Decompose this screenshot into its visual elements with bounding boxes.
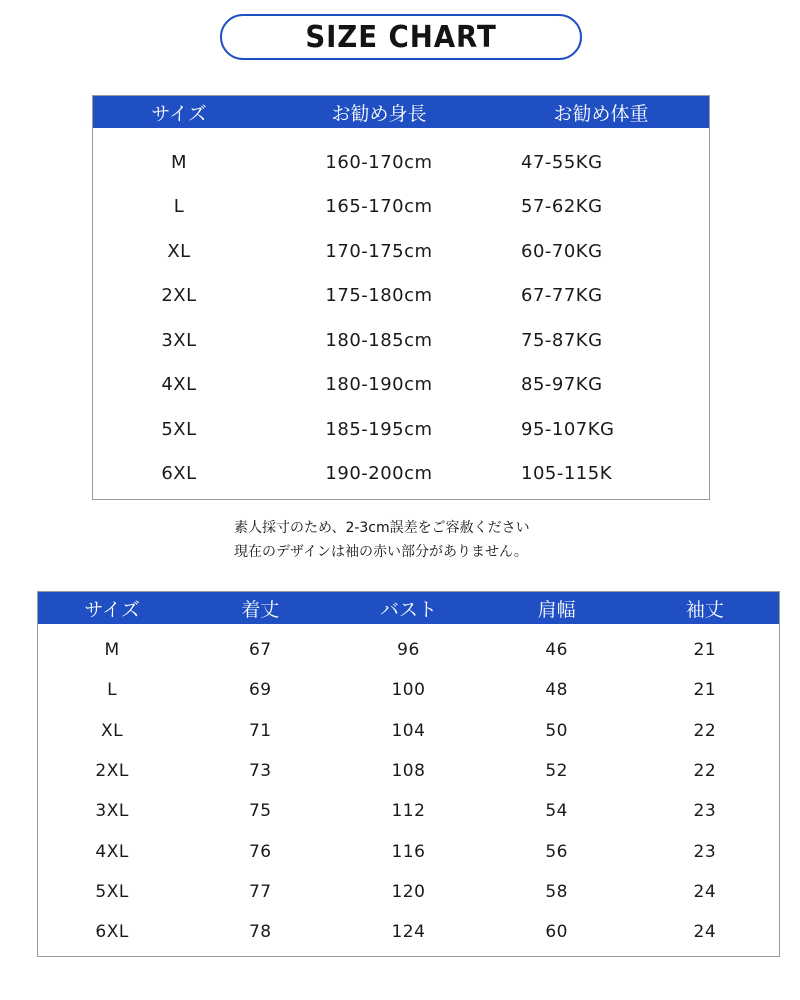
table-cell: 24: [693, 881, 717, 902]
table-cell: 67-77KG: [521, 285, 603, 307]
table-cell: 48: [545, 680, 568, 701]
table-cell: 75-87KG: [521, 329, 603, 351]
header-cell-height: お勧め身長: [331, 102, 427, 125]
header-cell-size: サイズ: [84, 598, 140, 621]
table-cell: 165-170cm: [325, 196, 433, 218]
table-cell: 60-70KG: [521, 240, 603, 262]
table-cell: 69: [248, 680, 272, 701]
table-cell: 23: [693, 841, 717, 862]
table-cell: 2XL: [161, 285, 197, 307]
table-cell: 190-200cm: [325, 463, 433, 485]
table-cell: 71: [248, 720, 272, 741]
table-cell: 3XL: [95, 801, 129, 822]
table-cell: L: [173, 196, 185, 218]
table-cell: L: [107, 680, 118, 701]
table-cell: 105-115K: [521, 463, 613, 485]
table-cell: 180-190cm: [325, 374, 433, 396]
table-row: [38, 711, 779, 751]
table-cell: 54: [545, 801, 568, 822]
table-header: [93, 96, 709, 128]
table-cell: 46: [545, 640, 568, 661]
header-cell-shoulder: 肩幅: [537, 598, 576, 621]
table-cell: 104: [391, 720, 426, 741]
table-row: [93, 318, 709, 363]
table-cell: 21: [693, 640, 717, 661]
table-cell: 73: [248, 761, 272, 782]
note-design-difference: 現在のデザインは袖の赤い部分がありません。: [234, 544, 528, 560]
table-cell: 67: [248, 640, 272, 661]
table-cell: 96: [397, 640, 420, 661]
table-row: [38, 670, 779, 710]
page-title: SIZE CHART: [305, 19, 497, 55]
table-cell: 75: [248, 801, 272, 822]
table-cell: 57-62KG: [521, 196, 603, 218]
table-cell: 108: [391, 761, 426, 782]
table-cell: 5XL: [161, 418, 197, 440]
size-chart-title-badge: [220, 14, 582, 60]
table-cell: XL: [101, 720, 124, 741]
table-cell: 77: [248, 881, 272, 902]
table-row: [38, 912, 779, 952]
table-row: [38, 751, 779, 791]
table-cell: 52: [545, 761, 568, 782]
table-body: [93, 128, 709, 496]
table-row: [38, 630, 779, 670]
table-cell: 120: [391, 881, 426, 902]
table-cell: 5XL: [95, 881, 129, 902]
table-cell: 180-185cm: [325, 329, 433, 351]
table-cell: M: [170, 151, 188, 173]
header-cell-weight: お勧め体重: [553, 102, 649, 125]
table-row: [93, 229, 709, 274]
note-measurement-tolerance: 素人採寸のため、2-3cm誤差をご容赦ください: [234, 520, 530, 536]
table-cell: 4XL: [161, 374, 197, 396]
header-cell-bust: バスト: [379, 598, 437, 621]
table-cell: 100: [391, 680, 426, 701]
table-cell: 6XL: [161, 463, 197, 485]
measurement-notes: [234, 516, 530, 564]
table-header: [38, 592, 779, 624]
table-cell: 124: [391, 922, 426, 943]
table-cell: 56: [545, 841, 568, 862]
table-row: [93, 274, 709, 319]
table-row: [38, 872, 779, 912]
table-row: [93, 363, 709, 408]
recommended-size-table: [92, 95, 710, 500]
table-row: [93, 185, 709, 230]
table-row: [93, 452, 709, 497]
header-cell-sleeve: 袖丈: [685, 598, 724, 621]
table-cell: 2XL: [95, 761, 129, 782]
table-cell: 50: [545, 720, 568, 741]
header-cell-length: 着丈: [241, 598, 280, 621]
table-cell: 95-107KG: [521, 418, 615, 440]
table-cell: 175-180cm: [325, 285, 433, 307]
table-cell: 116: [391, 841, 426, 862]
table-cell: 3XL: [161, 329, 197, 351]
table-cell: 24: [693, 922, 717, 943]
table-cell: 60: [545, 922, 568, 943]
table-cell: 112: [391, 801, 426, 822]
table-row: [93, 140, 709, 185]
table-cell: M: [104, 640, 120, 661]
table-row: [93, 407, 709, 452]
garment-measurement-table: [37, 591, 780, 957]
table-cell: 47-55KG: [521, 151, 603, 173]
table-cell: 21: [693, 680, 717, 701]
table-cell: XL: [167, 240, 191, 262]
table-body: [38, 624, 779, 952]
table-cell: 78: [248, 922, 272, 943]
table-cell: 58: [545, 881, 568, 902]
table-cell: 76: [248, 841, 272, 862]
table-cell: 22: [693, 720, 717, 741]
table-cell: 23: [693, 801, 717, 822]
table-cell: 6XL: [95, 922, 129, 943]
table-cell: 160-170cm: [325, 151, 433, 173]
table-row: [38, 831, 779, 871]
table-cell: 170-175cm: [325, 240, 433, 262]
table-cell: 4XL: [95, 841, 129, 862]
table-row: [38, 791, 779, 831]
table-cell: 22: [693, 761, 717, 782]
header-cell-size: サイズ: [151, 102, 207, 125]
table-cell: 185-195cm: [325, 418, 433, 440]
table-cell: 85-97KG: [521, 374, 603, 396]
